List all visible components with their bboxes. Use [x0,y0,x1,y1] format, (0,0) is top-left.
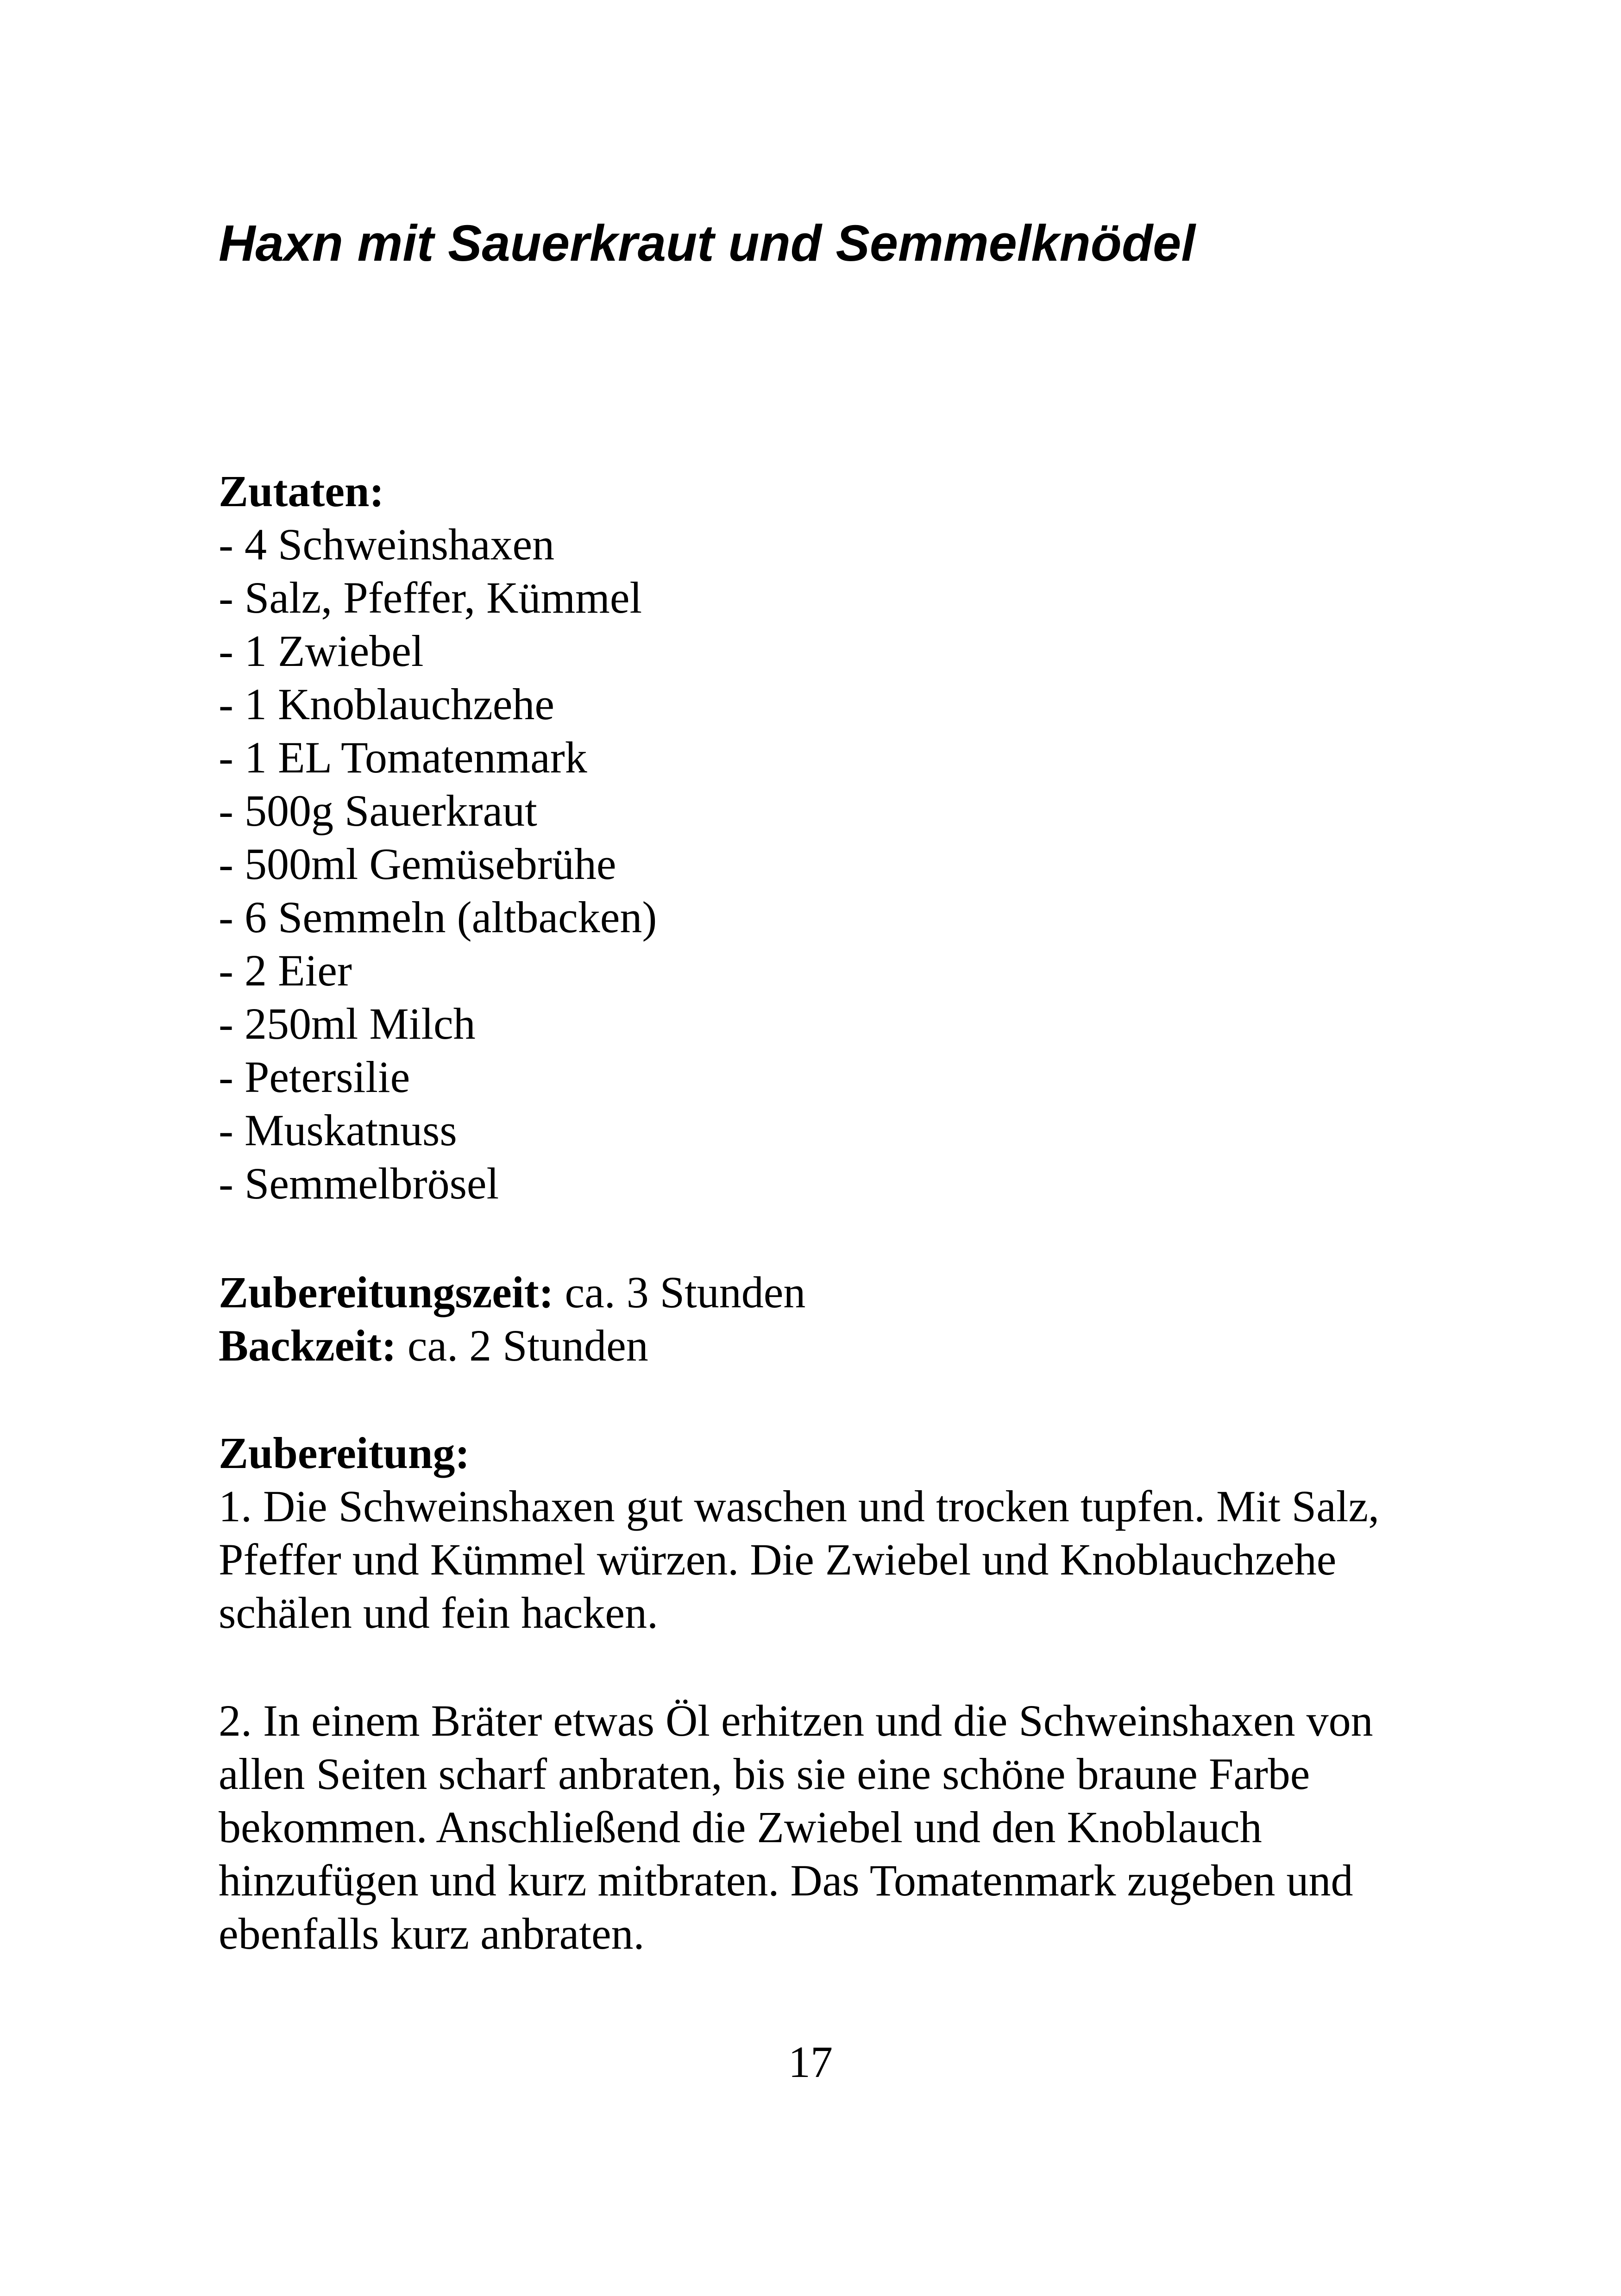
page-number: 17 [788,2037,833,2087]
ingredient-item: - Muskatnuss [219,1105,457,1155]
ingredient-item: - 2 Eier [219,946,352,995]
prep-time [219,1266,1423,1319]
recipe-title: Haxn mit Sauerkraut und Semmelknödel [219,215,1195,272]
prep-time-label: Zubereitungszeit: [219,1267,554,1317]
bake-time-label: Backzeit: [219,1321,396,1370]
ingredient-item: - Petersilie [219,1052,410,1102]
ingredient-item: - Semmelbrösel [219,1159,499,1208]
times-section [219,1266,1423,1372]
ingredient-item: - 500ml Gemüsebrühe [219,839,616,889]
ingredient-item: - 1 Zwiebel [219,626,424,676]
instructions-section [219,1426,1404,1639]
ingredient-item: - Salz, Pfeffer, Kümmel [219,573,642,622]
ingredients-heading: Zutaten: [219,466,384,516]
ingredients-section [219,464,1423,1210]
instructions-heading: Zubereitung: [219,1428,470,1478]
ingredient-item: - 250ml Milch [219,999,476,1048]
prep-time-value: ca. 3 Stunden [553,1267,806,1317]
instruction-step: 2. In einem Bräter etwas Öl erhitzen und die Schweinshaxen von allen Seiten scharf anbraten, bis sie eine schöne braune Farbe bekommen. Anschließend die Zwiebel und den Knoblauch hinzufügen und kurz mitbraten. Das Tomatenmark zugeben und ebenfalls kurz anbraten. [219,1696,1373,1958]
instructions-continued [219,1694,1404,1960]
ingredient-item: - 4 Schweinshaxen [219,520,555,569]
ingredient-item: - 1 EL Tomatenmark [219,733,587,782]
ingredient-item: - 1 Knoblauchzehe [219,679,555,729]
bake-time-value: ca. 2 Stunden [396,1321,648,1370]
ingredient-item: - 6 Semmeln (altbacken) [219,892,657,942]
instruction-step: 1. Die Schweinshaxen gut waschen und trocken tupfen. Mit Salz, Pfeffer und Kümmel würzen. Die Zwiebel und Knoblauchzehe schälen und fein hacken. [219,1481,1380,1637]
bake-time [219,1319,1423,1372]
ingredient-item: - 500g Sauerkraut [219,786,537,835]
ingredients-list [219,518,1423,1210]
